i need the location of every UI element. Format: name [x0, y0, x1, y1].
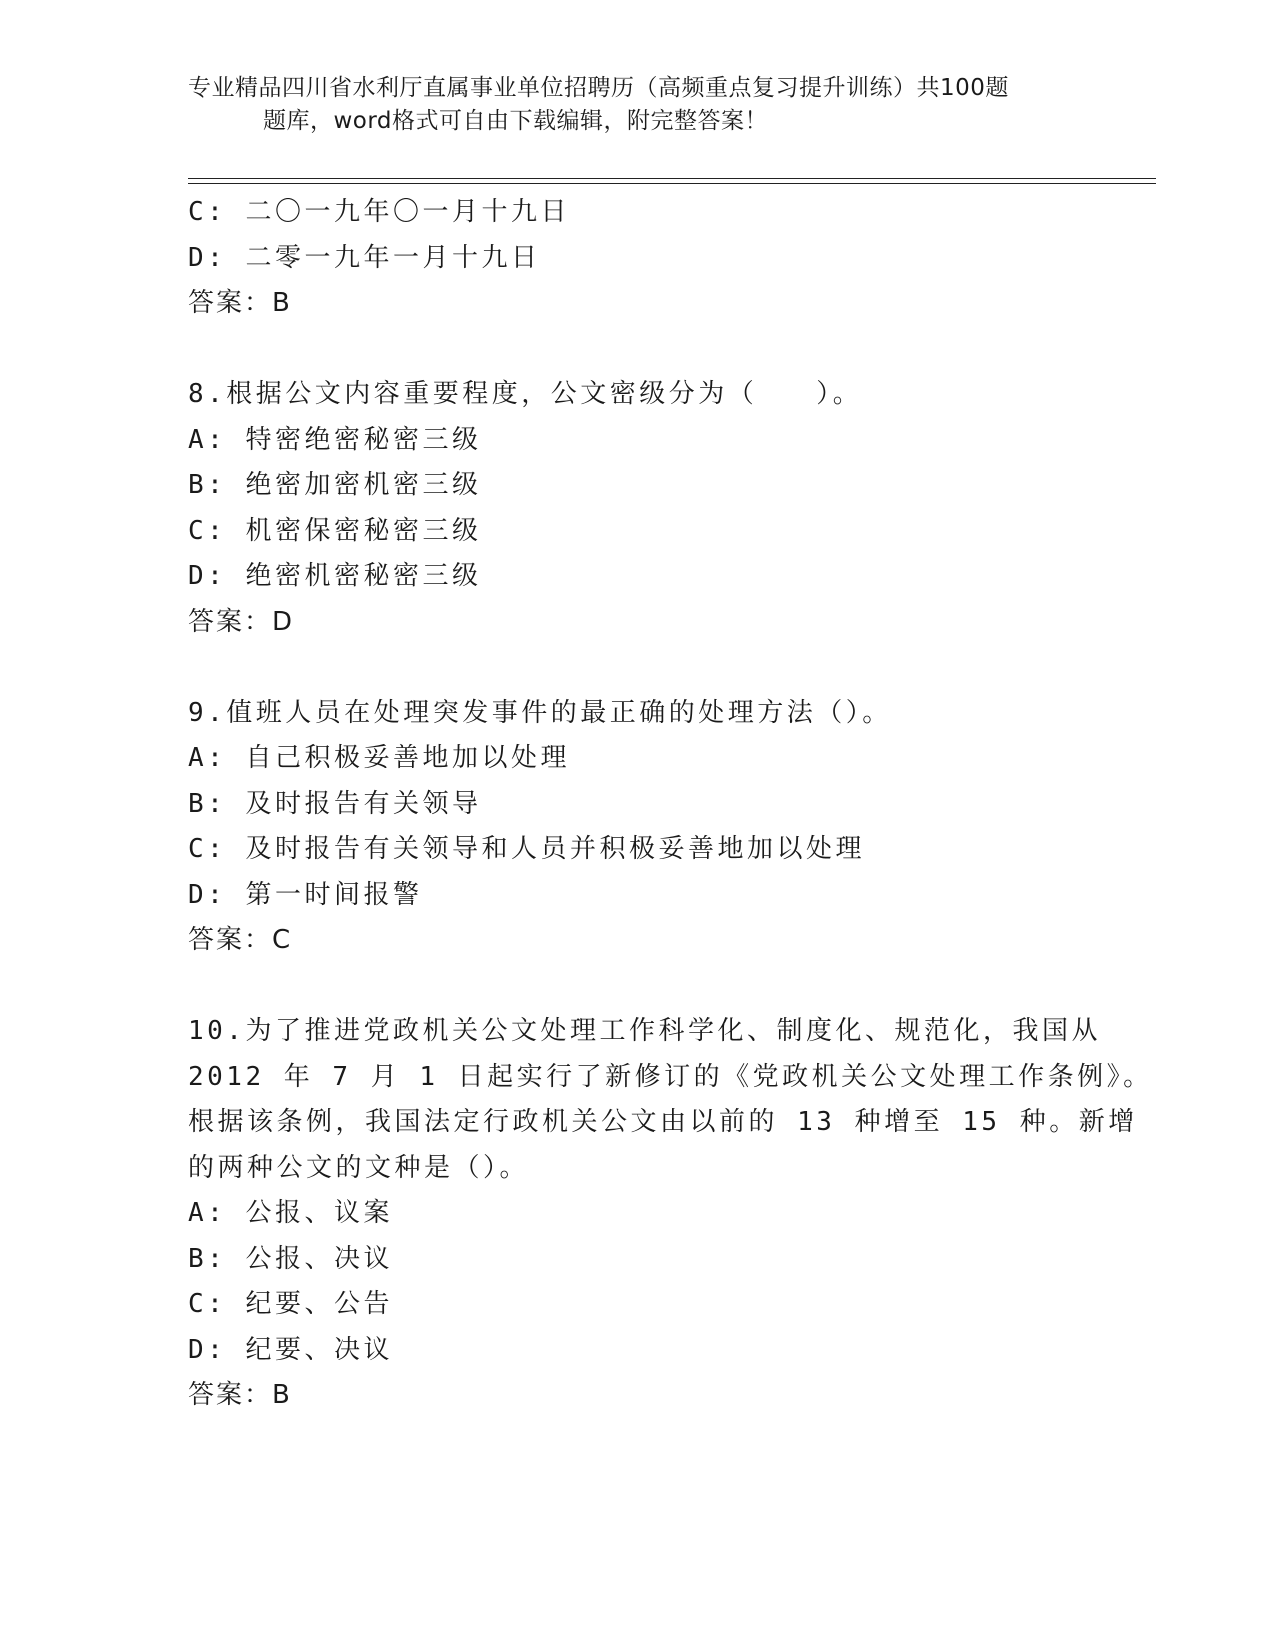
spacer: [188, 327, 1088, 373]
option-b: B: 公报、决议: [188, 1243, 393, 1274]
option-d: D: 绝密机密秘密三级: [188, 561, 482, 591]
header-divider-top: [188, 178, 1156, 179]
option-a: A: 自己积极妥善地加以处理: [188, 743, 570, 773]
question-stem-line-1: 10.为了推进党政机关公文处理工作科学化、制度化、规范化，我国从: [188, 1016, 1101, 1046]
spacer: [188, 645, 1088, 691]
question-list: [188, 190, 1153, 1419]
spacer: [188, 964, 1088, 1010]
option-d: D: 纪要、决议: [188, 1334, 393, 1365]
option-d: D: 第一时间报警: [188, 879, 423, 910]
question-stem-line-4: 的两种公文的文种是（）。: [188, 1152, 530, 1183]
question-9: [188, 691, 1088, 964]
answer: 答案：D: [188, 606, 295, 637]
option-c: C: 及时报告有关领导和人员并积极妥善地加以处理: [188, 834, 865, 864]
question-stem: 8.根据公文内容重要程度，公文密级分为（ ）。: [188, 379, 863, 409]
question-7: [188, 190, 1088, 327]
question-stem-line-3: 根据该条例，我国法定行政机关公文由以前的 13 种增至 15 种。新增: [188, 1107, 1138, 1137]
option-d: D: 二零一九年一月十九日: [188, 242, 541, 273]
question-stem-line-2: 2012 年 7 月 1 日起实行了新修订的《党政机关公文处理工作条例》。: [188, 1061, 1153, 1092]
option-a: A: 特密绝密秘密三级: [188, 424, 482, 455]
answer: 答案：C: [188, 925, 293, 955]
question-10: [188, 1009, 1153, 1419]
answer: 答案：B: [188, 288, 292, 318]
question-8: [188, 372, 1088, 645]
option-c: C: 二〇一九年〇一月十九日: [188, 197, 570, 227]
header-title-line-1: 专业精品四川省水利厅直属事业单位招聘历（高频重点复习提升训练）共100题: [188, 75, 1009, 101]
option-b: B: 及时报告有关领导: [188, 788, 482, 819]
option-c: C: 纪要、公告: [188, 1289, 393, 1319]
option-a: A: 公报、议案: [188, 1198, 393, 1228]
document-header: [188, 72, 1088, 138]
option-c: C: 机密保密秘密三级: [188, 515, 482, 546]
answer: 答案：B: [188, 1380, 292, 1410]
question-stem: 9.值班人员在处理突发事件的最正确的处理方法（）。: [188, 697, 892, 728]
option-b: B: 绝密加密机密三级: [188, 470, 482, 500]
header-divider-bottom: [188, 183, 1156, 184]
header-title-line-2: 题库，word格式可自由下载编辑，附完整答案！: [263, 108, 769, 134]
